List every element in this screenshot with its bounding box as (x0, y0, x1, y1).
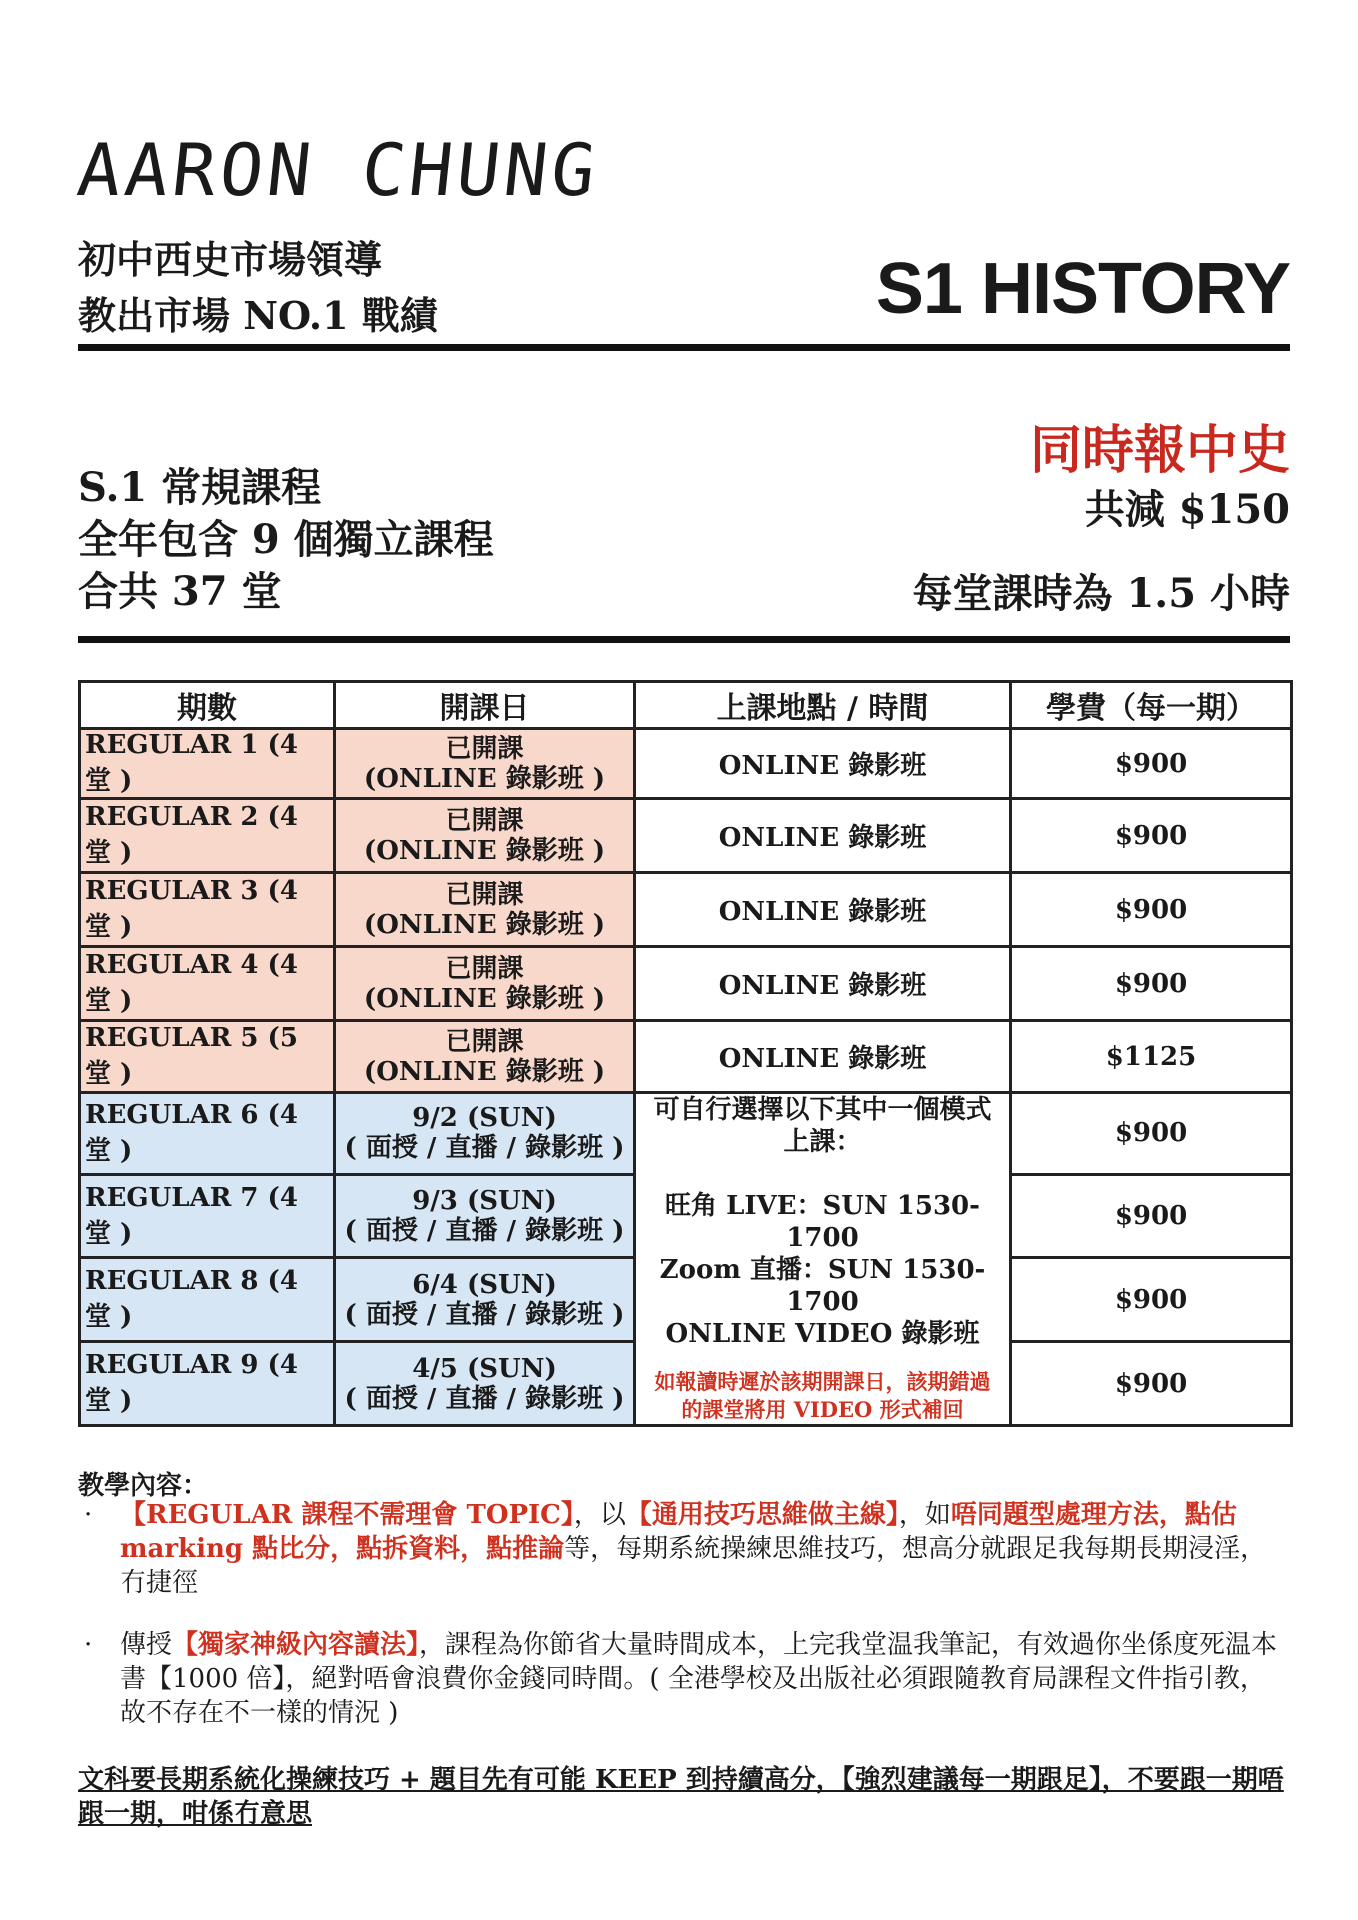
tagline (78, 232, 438, 344)
header-start-date: 開課日 (335, 682, 635, 729)
course-title: S1 HISTORY (875, 249, 1290, 329)
period-cell: REGULAR 5 (5 堂 ) (80, 1021, 335, 1093)
start-date-cell (335, 873, 635, 947)
period-cell: REGULAR 2 (4 堂 ) (80, 799, 335, 873)
location-cell: ONLINE 錄影班 (635, 729, 1011, 799)
mode-mongkok-live: 旺角 LIVE：SUN 1530-1700 (665, 1191, 980, 1253)
fee-cell: $1125 (1011, 1021, 1292, 1093)
fee-cell: $900 (1011, 1093, 1292, 1175)
table-header-row (80, 682, 1292, 729)
header-period: 期數 (80, 682, 335, 729)
start-date-cell (335, 1093, 635, 1175)
promo-discount: 共減 $150 (1084, 486, 1290, 533)
start-date-line-2: (ONLINE 錄影班 ) (363, 909, 606, 940)
period-cell: REGULAR 3 (4 堂 ) (80, 873, 335, 947)
start-date-line-1: 4/5 (SUN) (412, 1353, 557, 1384)
body-text: 等，每期系統操練思維技巧，想高分就跟足我每期長期浸淫，冇捷徑 (120, 1534, 1267, 1598)
start-date-line-1: 已開課 (445, 879, 524, 910)
fee-cell: $900 (1011, 873, 1292, 947)
highlight-text: 唔同題型處理方法，點估 marking 點比分，點拆資料，點推論 (120, 1500, 1237, 1564)
modes-list (640, 1190, 1005, 1350)
fee-cell: $900 (1011, 1342, 1292, 1426)
start-date-line-1: 已開課 (445, 805, 524, 836)
fee-cell: $900 (1011, 947, 1292, 1021)
location-cell: ONLINE 錄影班 (635, 873, 1011, 947)
body-text: ，以 (573, 1500, 626, 1530)
start-date-cell (335, 947, 635, 1021)
period-cell: REGULAR 7 (4 堂 ) (80, 1174, 335, 1258)
start-date-line-1: 6/4 (SUN) (412, 1269, 557, 1300)
fee-cell: $900 (1011, 799, 1292, 873)
tagline-line-2: 教出市場 NO.1 戰績 (78, 293, 438, 338)
schedule-table (78, 680, 1293, 1427)
header-fee: 學費（每一期） (1011, 682, 1292, 729)
start-date-line-2: ( 面授 / 直播 / 錄影班 ) (344, 1216, 625, 1247)
closing-statement: 文科要長期系統化操練技巧 + 題目先有可能 KEEP 到持續高分，【強烈建議每一期跟足】，不要跟一期唔跟一期，咁係冇意思 (78, 1765, 1284, 1829)
course-summary-line-1: S.1 常規課程 (78, 464, 322, 511)
start-date-line-2: (ONLINE 錄影班 ) (363, 1056, 606, 1087)
body-text: ，如 (898, 1500, 951, 1530)
divider-top (78, 344, 1290, 351)
body-text: 傳授 (120, 1630, 173, 1660)
table-row (80, 799, 1292, 873)
start-date-line-2: ( 面授 / 直播 / 錄影班 ) (344, 1299, 625, 1330)
location-cell: ONLINE 錄影班 (635, 947, 1011, 1021)
start-date-cell (335, 729, 635, 799)
table-row (80, 1093, 1292, 1175)
bullet-text (120, 1498, 1290, 1600)
table-row (80, 873, 1292, 947)
bullet-text (120, 1628, 1290, 1730)
table-row (80, 947, 1292, 1021)
start-date-line-2: (ONLINE 錄影班 ) (363, 835, 606, 866)
course-summary-line-3: 合共 37 堂 (78, 568, 282, 615)
start-date-cell (335, 1342, 635, 1426)
teaching-heading: 教學內容： (78, 1471, 209, 1501)
location-cell: ONLINE 錄影班 (635, 1021, 1011, 1093)
start-date-line-1: 已開課 (445, 733, 524, 764)
late-enrol-note-line-2: 的課堂將用 VIDEO 形式補回 (681, 1397, 964, 1422)
start-date-line-2: ( 面授 / 直播 / 錄影班 ) (344, 1133, 625, 1164)
brand-logo-text: AARON CHUNG (73, 128, 604, 212)
period-cell: REGULAR 8 (4 堂 ) (80, 1258, 335, 1342)
body-text: ，課程為你節省大量時間成本，上完我堂温我筆記，有效過你坐係度死温本書【1000 倍】，絕對唔會浪費你金錢同時間。( 全港學校及出版社必須跟隨教育局課程文件指引教，故不存在不一樣的情況 ) (120, 1630, 1278, 1728)
start-date-line-2: ( 面授 / 直播 / 錄影班 ) (344, 1383, 625, 1414)
table-row (80, 1021, 1292, 1093)
modes-cell (635, 1093, 1011, 1426)
start-date-cell (335, 1258, 635, 1342)
modes-heading-line-1: 可自行選擇以下其中一個模式 (653, 1095, 992, 1125)
teaching-bullet-2 (78, 1628, 1290, 1730)
period-cell: REGULAR 1 (4 堂 ) (80, 729, 335, 799)
late-enrol-note (640, 1368, 1005, 1424)
fee-cell: $900 (1011, 729, 1292, 799)
start-date-cell (335, 1174, 635, 1258)
bullet-dot: · (84, 1630, 93, 1660)
header-location-time: 上課地點 / 時間 (635, 682, 1011, 729)
table-row (80, 729, 1292, 799)
start-date-line-2: (ONLINE 錄影班 ) (363, 983, 606, 1014)
start-date-line-1: 已開課 (445, 953, 524, 984)
start-date-line-1: 9/3 (SUN) (412, 1186, 557, 1217)
mode-online-video: ONLINE VIDEO 錄影班 (665, 1319, 980, 1349)
teaching-bullet-1 (78, 1498, 1290, 1600)
modes-heading-line-2: 上課： (783, 1127, 862, 1157)
modes-heading (640, 1094, 1005, 1158)
period-cell: REGULAR 4 (4 堂 ) (80, 947, 335, 1021)
divider-middle (78, 636, 1290, 643)
promo-title: 同時報中史 (1029, 420, 1290, 481)
highlight-text: 【REGULAR 課程不需理會 TOPIC】 (120, 1500, 574, 1530)
bullet-dot: · (84, 1500, 93, 1530)
period-cell: REGULAR 6 (4 堂 ) (80, 1093, 335, 1175)
course-summary (78, 462, 494, 618)
start-date-cell (335, 1021, 635, 1093)
period-cell: REGULAR 9 (4 堂 ) (80, 1342, 335, 1426)
mode-zoom-live: Zoom 直播：SUN 1530-1700 (659, 1255, 986, 1317)
fee-cell: $900 (1011, 1258, 1292, 1342)
tagline-line-1: 初中西史市場領導 (78, 237, 383, 282)
highlight-text: 【通用技巧思維做主線】 (625, 1500, 899, 1530)
start-date-line-2: (ONLINE 錄影班 ) (363, 763, 606, 794)
lesson-duration: 每堂課時為 1.5 小時 (912, 570, 1290, 617)
start-date-cell (335, 799, 635, 873)
start-date-line-1: 9/2 (SUN) (412, 1103, 557, 1134)
highlight-text: 【獨家神級內容讀法】 (172, 1630, 420, 1660)
late-enrol-note-line-1: 如報讀時遲於該期開課日，該期錯過 (654, 1369, 991, 1394)
location-cell: ONLINE 錄影班 (635, 799, 1011, 873)
fee-cell: $900 (1011, 1174, 1292, 1258)
course-summary-line-2: 全年包含 9 個獨立課程 (78, 516, 494, 563)
start-date-line-1: 已開課 (445, 1026, 524, 1057)
